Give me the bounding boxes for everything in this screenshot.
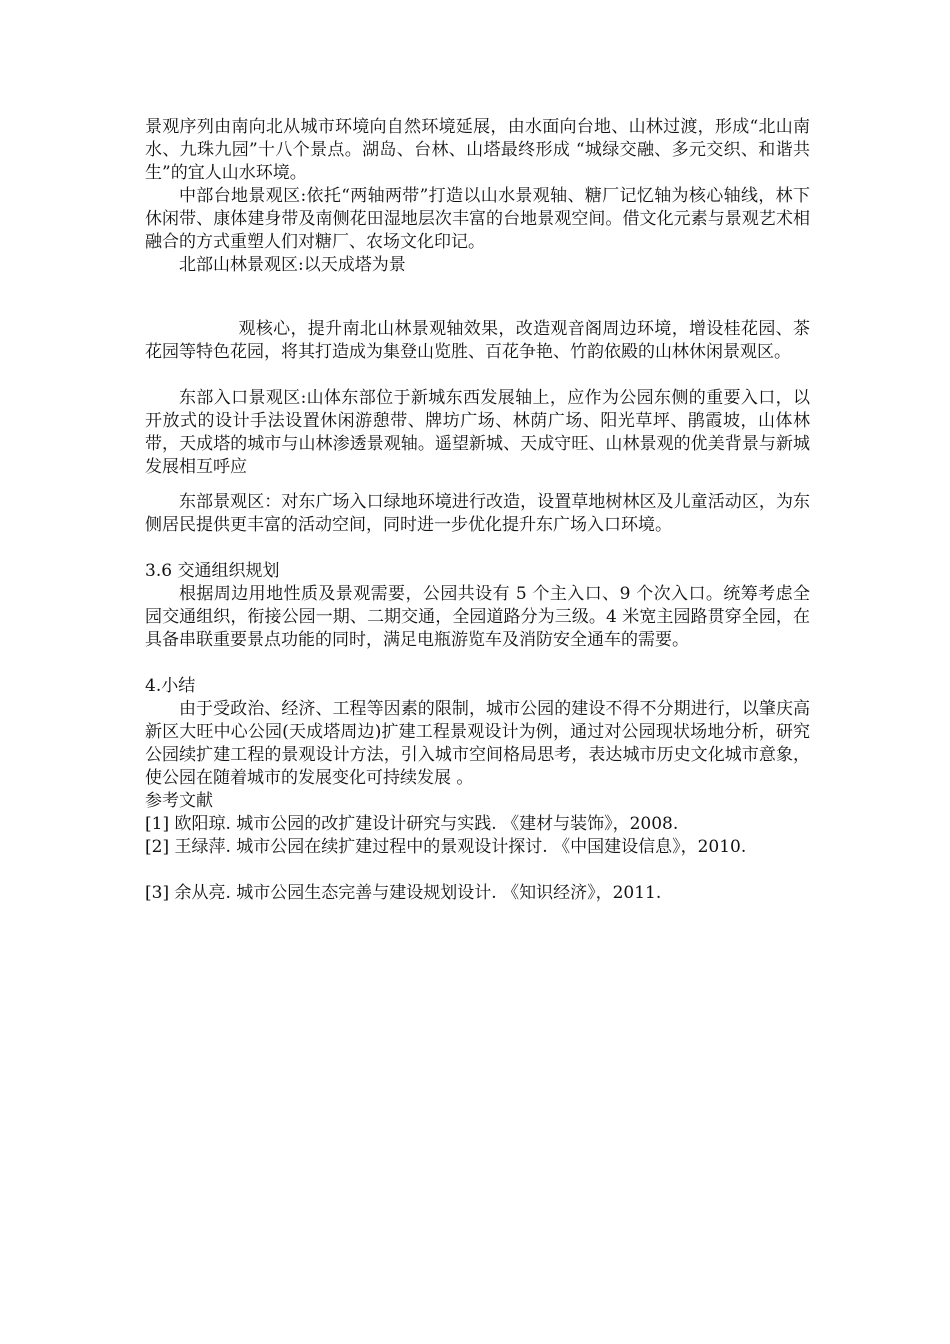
paragraph-east-landscape: 东部景观区：对东广场入口绿地环境进行改造，设置草地树林区及儿童活动区，为东侧居民提供更丰富的活动空间，同时进一步优化提升东广场入口环境。	[145, 492, 810, 535]
paragraph-north-forest-cont: 观核心，提升南北山林景观轴效果，改造观音阁周边环境，增设桂花园、茶花园等特色花园，将其打造成为集登山览胜、百花争艳、竹韵依殿的山林休闲景观区。	[145, 319, 810, 362]
paragraph-north-forest-start: 北部山林景观区:以天成塔为景	[179, 255, 406, 275]
reference-2: [2] 王绿萍. 城市公园在续扩建过程中的景观设计探讨. 《中国建设信息》，2010.	[145, 837, 747, 857]
paragraph-landscape-sequence: 景观序列由南向北从城市环境向自然环境延展，由水面向台地、山林过渡，形成“北山南水、九珠九园”十八个景点。湖岛、台林、山塔最终形成 “城绿交融、多元交织、和谐共生”的宜人山水环境。	[145, 117, 810, 183]
section-heading-4: 4.小结	[145, 676, 196, 696]
paragraph-summary: 由于受政治、经济、工程等因素的限制，城市公园的建设不得不分期进行，以肇庆高新区大旺中心公园(天成塔周边)扩建工程景观设计为例，通过对公园现状场地分析，研究公园续扩建工程的景观设计方法，引入城市空间格局思考，表达城市历史文化城市意象，使公园在随着城市的发展变化可持续发展 。	[145, 699, 810, 788]
reference-1: [1] 欧阳琼. 城市公园的改扩建设计研究与实践. 《建材与装饰》，2008.	[145, 814, 679, 834]
paragraph-traffic: 根据周边用地性质及景观需要，公园共设有 5 个主入口、9 个次入口。统筹考虑全园交通组织，衔接公园一期、二期交通，全园道路分为三级。4 米宽主园路贯穿全园，在具备串联重要景点功能的同时，满足电瓶游览车及消防安全通车的需要。	[145, 584, 810, 650]
paragraph-central-terrace: 中部台地景观区:依托“两轴两带”打造以山水景观轴、糖厂记忆轴为核心轴线，林下休闲带、康体建身带及南侧花田湿地层次丰富的台地景观空间。借文化元素与景观艺术相融合的方式重塑人们对糖厂、农场文化印记。	[145, 186, 810, 252]
section-heading-3-6: 3.6 交通组织规划	[145, 561, 280, 581]
reference-3: [3] 余从亮. 城市公园生态完善与建设规划设计. 《知识经济》，2011.	[145, 883, 662, 903]
references-title: 参考文献	[145, 791, 213, 811]
paragraph-east-entrance: 东部入口景观区:山体东部位于新城东西发展轴上，应作为公园东侧的重要入口，以开放式的设计手法设置休闲游憩带、牌坊广场、林荫广场、阳光草坪、鹃霞坡，山体林带，天成塔的城市与山林渗透景观轴。遥望新城、天成守旺、山林景观的优美背景与新城发展相互呼应	[145, 388, 810, 477]
